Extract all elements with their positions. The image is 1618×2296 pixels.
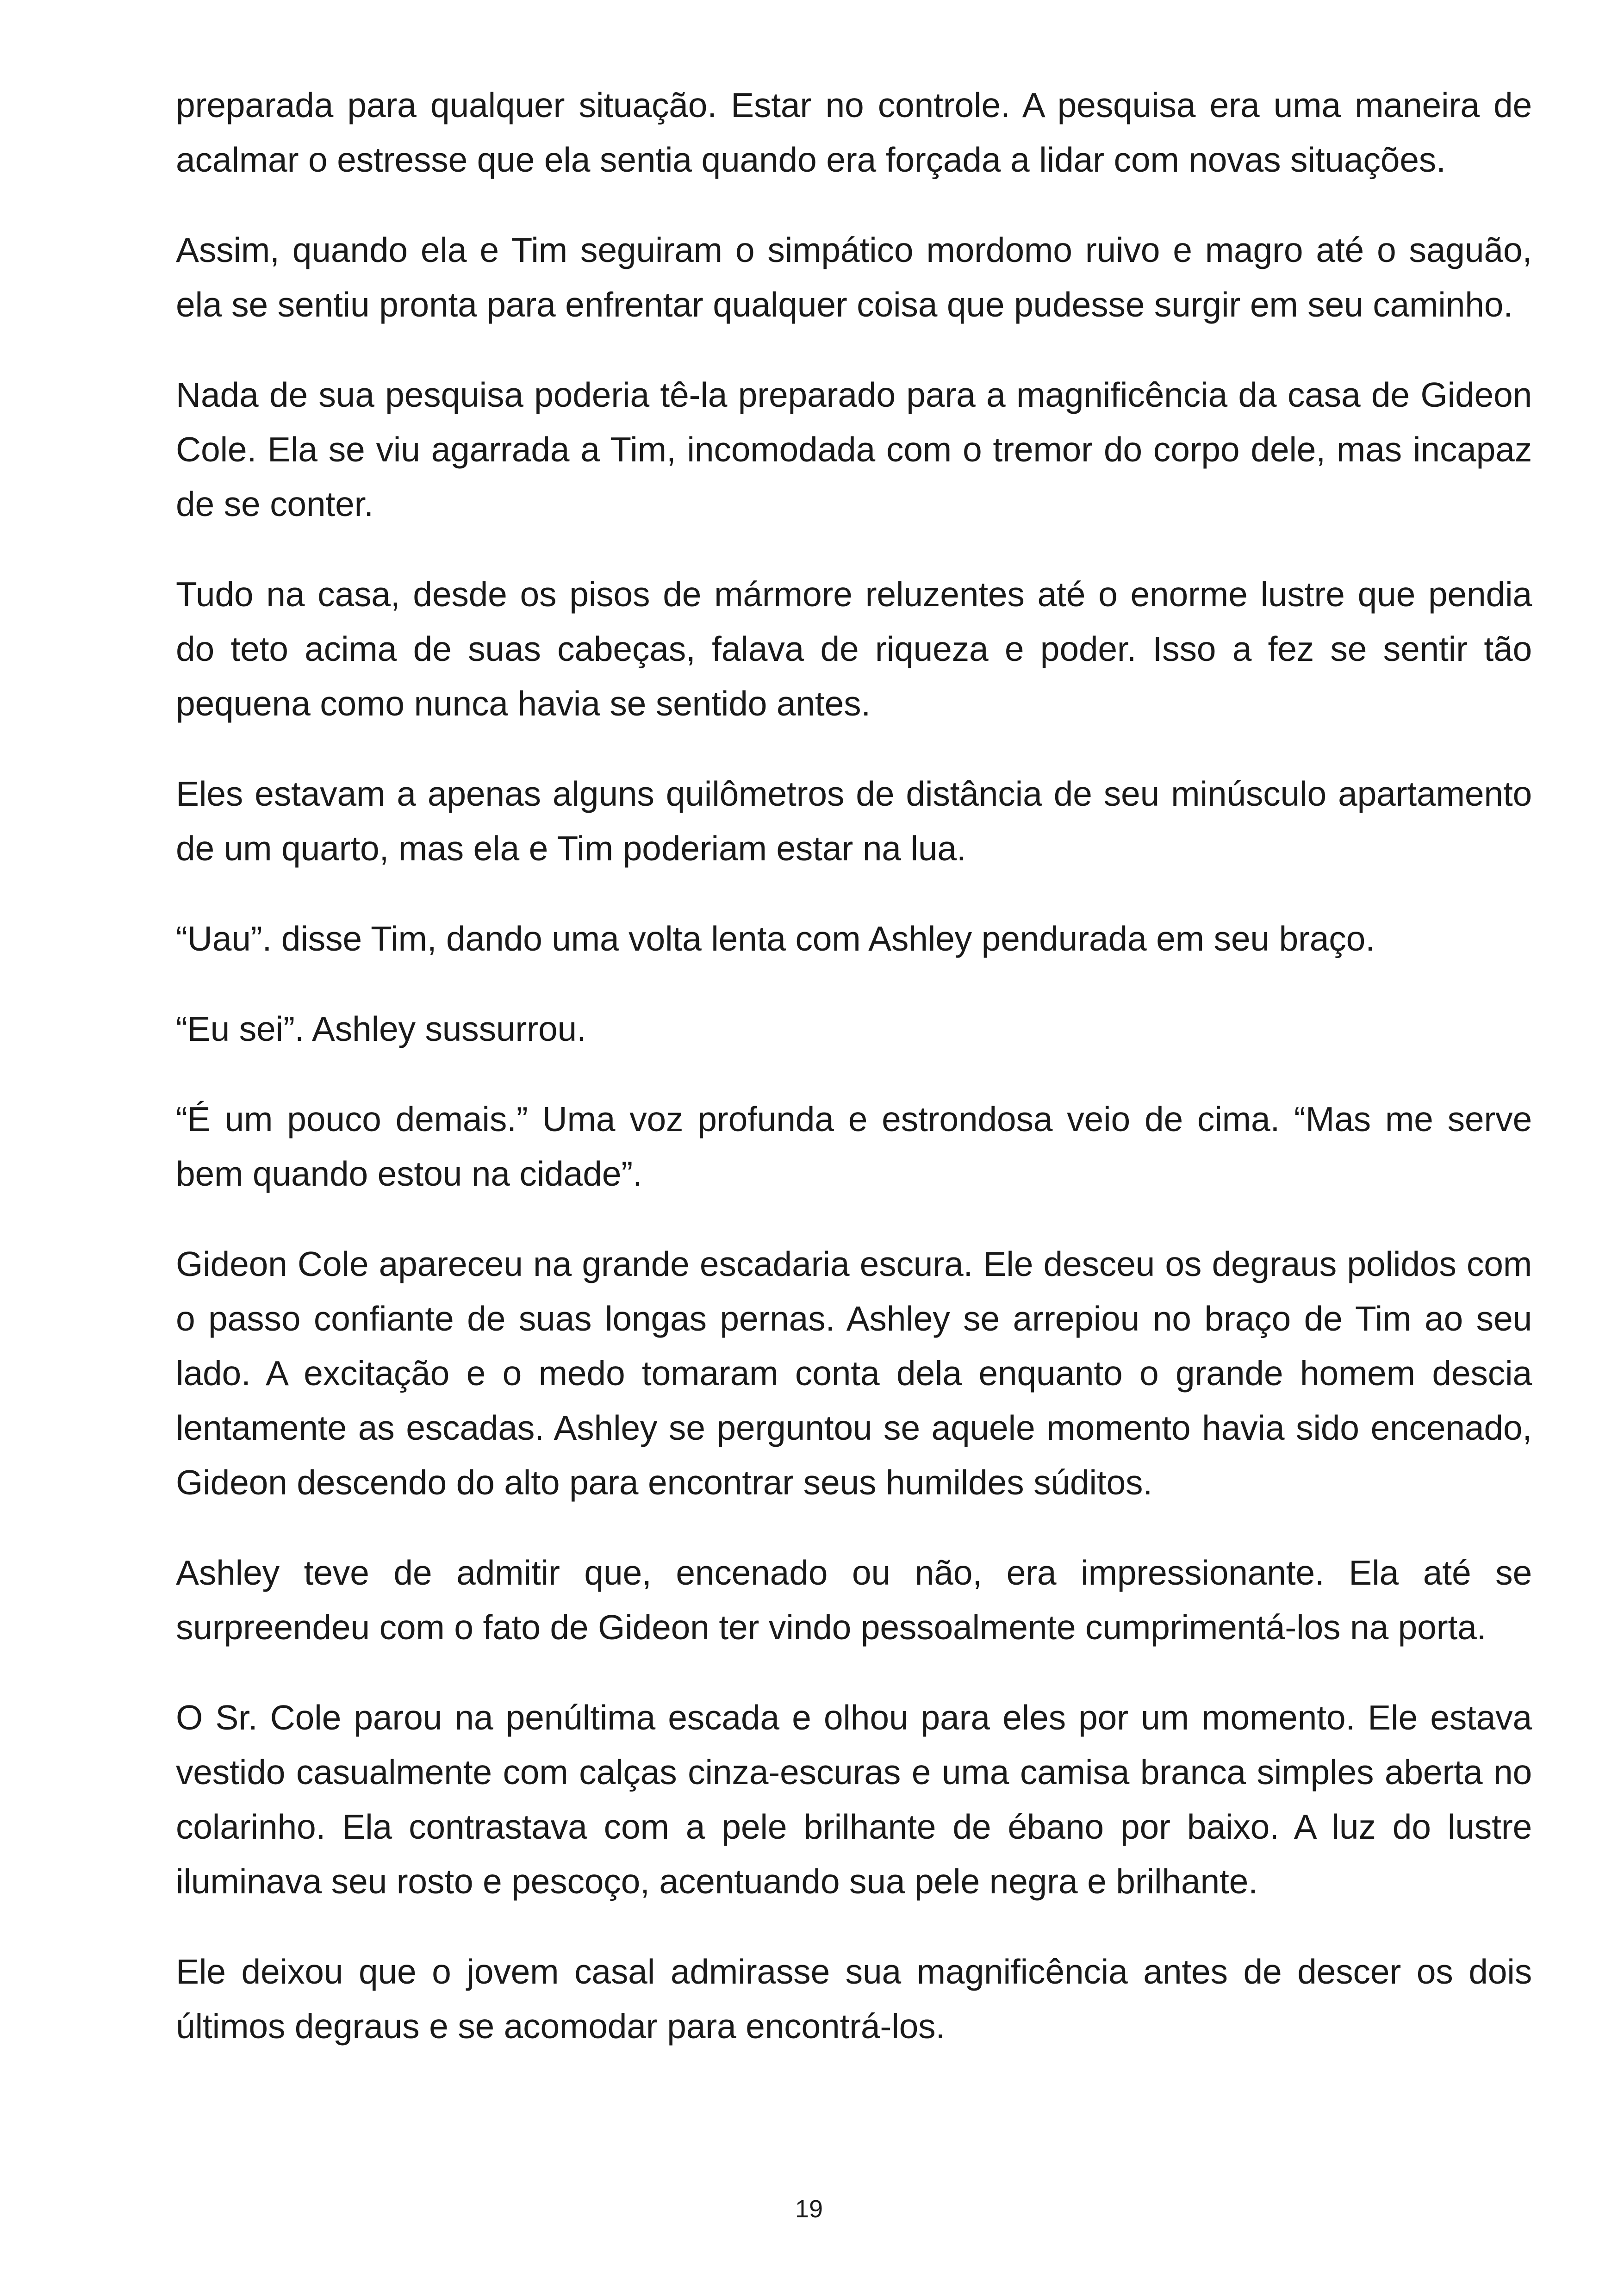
page-number: 19 xyxy=(795,2195,823,2223)
paragraph: Tudo na casa, desde os pisos de mármore reluzentes até o enorme lustre que pendia do teto acima de suas cabeças, falava de riqueza e poder. Isso a fez se sentir tão pequena como nunca havia se sentido antes. xyxy=(176,575,1532,723)
text-body xyxy=(176,78,1532,2089)
paragraph: Ashley teve de admitir que, encenado ou não, era impressionante. Ela até se surpreendeu com o fato de Gideon ter vindo pessoalmente cumprimentá-los na porta. xyxy=(176,1553,1532,1647)
paragraph: Eles estavam a apenas alguns quilômetros de distância de seu minúsculo apartamento de um quarto, mas ela e Tim poderiam estar na lua. xyxy=(176,774,1532,868)
paragraph: Ele deixou que o jovem casal admirasse sua magnificência antes de descer os dois últimos degraus e se acomodar para encontrá-los. xyxy=(176,1952,1532,2046)
paragraph: “É um pouco demais.” Uma voz profunda e estrondosa veio de cima. “Mas me serve bem quando estou na cidade”. xyxy=(176,1100,1532,1193)
paragraph: Nada de sua pesquisa poderia tê-la preparado para a magnificência da casa de Gideon Cole. Ela se viu agarrada a Tim, incomodada com o tremor do corpo dele, mas incapaz de se conter. xyxy=(176,375,1532,523)
paragraph: Gideon Cole apareceu na grande escadaria escura. Ele desceu os degraus polidos com o passo confiante de suas longas pernas. Ashley se arrepiou no braço de Tim ao seu lado. A excitação e o medo tomaram conta dela enquanto o grande homem descia lentamente as escadas. Ashley se perguntou se aquele momento havia sido encenado, Gideon descendo do alto para encontrar seus humildes súditos. xyxy=(176,1244,1532,1502)
paragraph: “Eu sei”. Ashley sussurrou. xyxy=(176,1009,586,1048)
paragraph: O Sr. Cole parou na penúltima escada e olhou para eles por um momento. Ele estava vestido casualmente com calças cinza-escuras e uma camisa branca simples aberta no colarinho. Ela contrastava com a pele brilhante de ébano por baixo. A luz do lustre iluminava seu rosto e pescoço, acentuando sua pele negra e brilhante. xyxy=(176,1698,1532,1901)
paragraph: “Uau”. disse Tim, dando uma volta lenta com Ashley pendurada em seu braço. xyxy=(176,919,1375,958)
paragraph: Assim, quando ela e Tim seguiram o simpático mordomo ruivo e magro até o saguão, ela se sentiu pronta para enfrentar qualquer coisa que pudesse surgir em seu caminho. xyxy=(176,230,1532,324)
paragraph: preparada para qualquer situação. Estar no controle. A pesquisa era uma maneira de acalmar o estresse que ela sentia quando era forçada a lidar com novas situações. xyxy=(176,86,1532,179)
